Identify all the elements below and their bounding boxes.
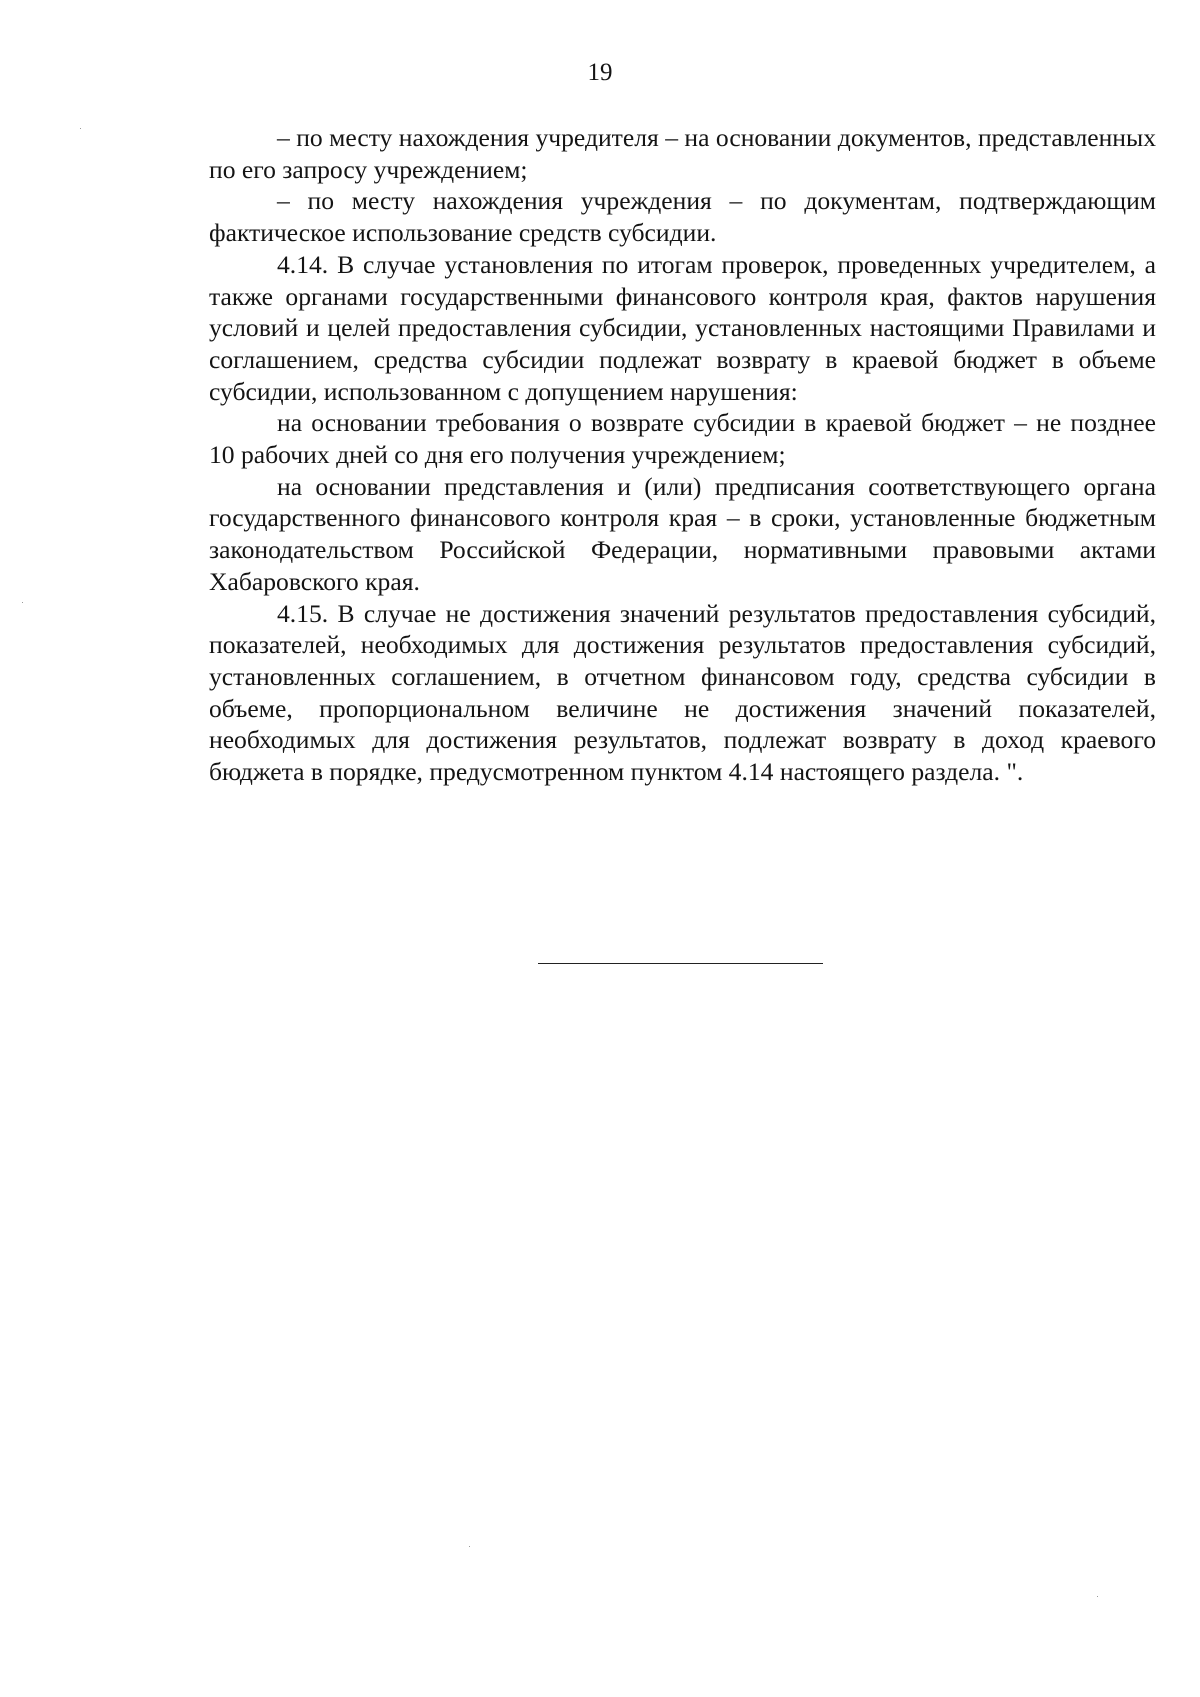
paragraph-4-15: 4.15. В случае не достижения значений результатов предоставления субсидий, показателей, необходимых для достижения результатов предоставления субсидий, установленных соглашением, в отчетном финансовом году, средства субсидии в объеме, пропорциональном величине не достижения значений показателей, необходимых для достижения результатов, подлежат возврату в доход краевого бюджета в порядке, предусмотренном пунктом 4.14 настоящего раздела. ". [209,598,1156,787]
document-body [209,122,1156,788]
paragraph-return-demand: на основании требования о возврате субсидии в краевой бюджет – не позднее 10 рабочих дней со дня его получения учреждением; [209,408,1156,470]
scan-speck [22,602,23,603]
scan-speck [80,128,81,129]
paragraph-4-14: 4.14. В случае установления по итогам проверок, проведенных учредителем, а также органами государственными финансового контроля края, фактов нарушения условий и целей предоставления субсидии, установленных настоящими Правилами и соглашением, средства субсидии подлежат возврату в краевой бюджет в объеме субсидии, использованном с допущением нарушения: [209,249,1156,406]
page-number: 19 [587,59,613,86]
paragraph-institution-location: – по месту нахождения учреждения – по документам, подтверждающим фактическое использование средств субсидии. [209,186,1156,248]
separator-line [538,963,823,964]
scan-speck [1097,1596,1098,1597]
scan-speck [469,1546,470,1547]
paragraph-return-order: на основании представления и (или) предписания соответствующего органа государственного финансового контроля края – в сроки, установленные бюджетным законодательством Российской Федерации, нормативными правовыми актами Хабаровского края. [209,471,1156,596]
paragraph-founder-location: – по месту нахождения учредителя – на основании документов, представленных по его запросу учреждением; [209,123,1156,184]
